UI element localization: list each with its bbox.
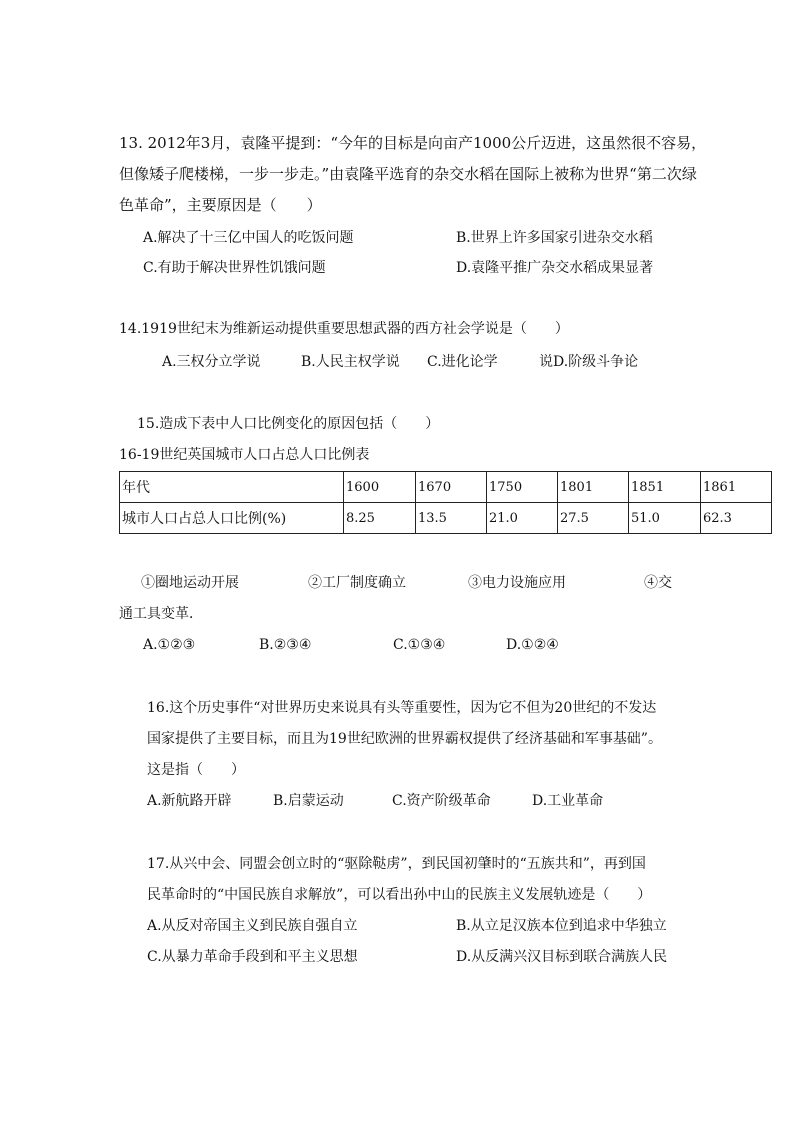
q13-option-d: D.袁隆平推广杂交水稻成果显著 [456, 260, 654, 276]
q15-item-4: ④交 [644, 575, 672, 591]
q16-option-a: A.新航路开辟 [147, 793, 232, 809]
q17-option-d: D.从反满兴汉目标到联合满族人民 [456, 949, 668, 965]
q13-stem-line1: 13. 2012年3月，袁隆平提到：“今年的目标是向亩产1000公斤迈进，这虽然很不容易， [119, 134, 707, 152]
q15-stem: 15.造成下表中人口比例变化的原因包括（ ） [137, 416, 440, 432]
q17-option-a: A.从反对帝国主义到民族自强自立 [147, 918, 358, 934]
table-cell: 51.0 [629, 503, 701, 534]
table-cell: 21.0 [487, 503, 558, 534]
table-cell: 8.25 [344, 503, 416, 534]
q15-item-2: ②工厂制度确立 [308, 575, 406, 591]
q15-option-b: B.②③④ [259, 637, 312, 653]
q15-item-3: ③电力设施应用 [468, 575, 566, 591]
q16-stem-line1: 16.这个历史事件“对世界历史来说具有头等重要性，因为它不但为20世纪的不发达 [147, 700, 657, 716]
q15-table-caption: 16-19世纪英国城市人口占总人口比例表 [119, 447, 370, 463]
q17-option-c: C.从暴力革命手段到和平主义思想 [147, 949, 358, 965]
q13-option-c: C.有助于解决世界性饥饿问题 [143, 260, 326, 276]
q13-stem-line3: 色革命”，主要原因是（ ） [119, 196, 322, 214]
q14-option-a: A.三权分立学说 [162, 354, 261, 370]
q16-option-b: B.启蒙运动 [273, 793, 344, 809]
table-header-cell: 1851 [629, 472, 701, 503]
table-cell: 27.5 [558, 503, 629, 534]
table-header-cell: 1861 [701, 472, 772, 503]
table-header-cell: 年代 [120, 472, 344, 503]
table-cell: 城市人口占总人口比例(%) [120, 503, 344, 534]
table-row [120, 503, 772, 534]
q15-item-1: ①圈地运动开展 [141, 575, 239, 591]
q17-stem-line2: 民革命时的“中国民族自求解放”，可以看出孙中山的民族主义发展轨迹是（ ） [147, 887, 652, 903]
q17-option-b: B.从立足汉族本位到追求中华独立 [456, 918, 667, 934]
q16-option-d: D.工业革命 [532, 793, 604, 809]
table-header-cell: 1670 [416, 472, 487, 503]
table-cell: 13.5 [416, 503, 487, 534]
q13-option-a: A.解决了十三亿中国人的吃饭问题 [143, 230, 354, 246]
q14-stem: 14.1919世纪末为维新运动提供重要思想武器的西方社会学说是（ ） [119, 321, 569, 337]
q17-stem-line1: 17.从兴中会、同盟会创立时的“驱除鞑虏”，到民国初肇时的“五族共和”，再到国 [147, 856, 646, 872]
q16-stem-line3: 这是指（ ） [147, 762, 245, 778]
q14-option-c: C.进化论学 [427, 354, 498, 370]
q16-option-c: C.资产阶级革命 [392, 793, 491, 809]
table-header-cell: 1801 [558, 472, 629, 503]
q15-item-4-cont: 通工具变革． [119, 606, 203, 622]
q13-stem-line2: 但像矮子爬楼梯，一步一步走。”由袁隆平选育的杂交水稻在国际上被称为世界“第二次绿 [119, 165, 697, 183]
population-table [119, 471, 772, 534]
table-header-row [120, 472, 772, 503]
q15-option-d: D.①②④ [506, 637, 559, 653]
table-header-cell: 1750 [487, 472, 558, 503]
q15-option-c: C.①③④ [393, 637, 446, 653]
q15-option-a: A.①②③ [143, 637, 196, 653]
table-cell: 62.3 [701, 503, 772, 534]
q14-option-b: B.人民主权学说 [301, 354, 400, 370]
q14-option-d: 说D.阶级斗争论 [539, 354, 639, 370]
q16-stem-line2: 国家提供了主要目标，而且为19世纪欧洲的世界霸权提供了经济基础和军事基础”。 [147, 731, 662, 747]
table-header-cell: 1600 [344, 472, 416, 503]
q13-option-b: B.世界上许多国家引进杂交水稻 [456, 230, 653, 246]
